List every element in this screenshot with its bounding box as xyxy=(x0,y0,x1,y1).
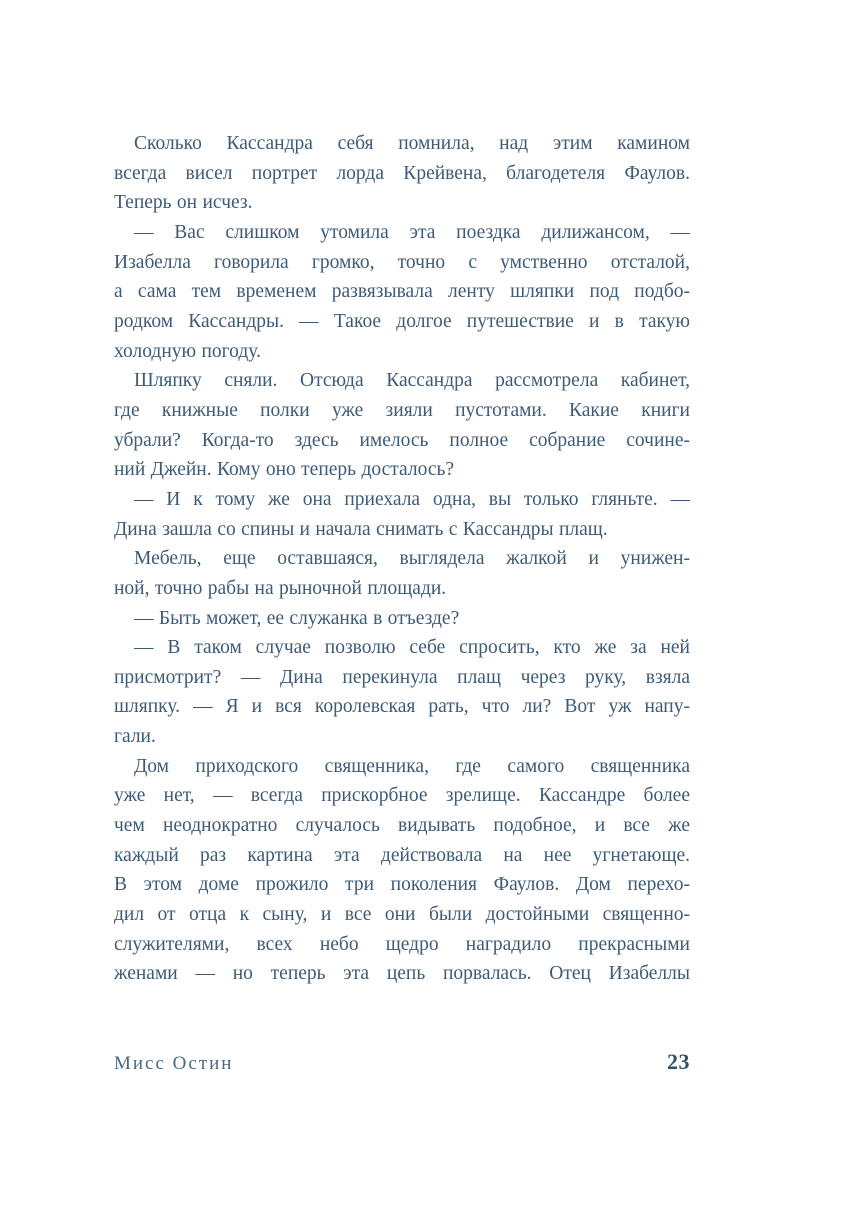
paragraph xyxy=(114,604,690,634)
text-line: уже нет, — всегда прискорбное зрелище. Кассандре более xyxy=(114,785,690,807)
paragraph xyxy=(114,633,690,752)
text-line: где книжные полки уже зияли пустотами. Какие книги xyxy=(114,399,690,421)
paragraph xyxy=(114,129,690,218)
text-line: Сколько Кассандра себя помнила, над этим камином xyxy=(134,133,690,154)
text-line: убрали? Когда-то здесь имелось полное собрание сочине- xyxy=(114,429,690,451)
paragraph xyxy=(114,218,690,366)
text-line: чем неоднократно случалось видывать подобное, и все же xyxy=(114,815,690,837)
text-line: родком Кассандры. — Такое долгое путешествие и в такую xyxy=(114,310,690,332)
text-line: Мебель, еще оставшаяся, выглядела жалкой и унижен- xyxy=(134,548,690,570)
text-line: Дина зашла со спины и начала снимать с Кассандры плащ. xyxy=(114,518,608,540)
text-line: — И к тому же она приехала одна, вы только гляньте. — xyxy=(134,488,690,510)
text-line: присмотрит? — Дина перекинула плащ через руку, взяла xyxy=(114,666,690,688)
text-line: служителями, всех небо щедро наградило прекрасными xyxy=(114,933,690,955)
text-line: Теперь он исчез. xyxy=(114,192,253,214)
paragraph xyxy=(114,752,690,989)
text-line: дил от отца к сыну, и все они были достойными священно- xyxy=(114,904,690,926)
text-line: каждый раз картина эта действовала на нее угнетающе. xyxy=(114,844,690,866)
text-line: — Быть может, ее служанка в отъезде? xyxy=(134,607,460,629)
text-line: Изабелла говорила громко, точно с умственно отсталой, xyxy=(114,251,690,273)
text-line: а сама тем временем развязывала ленту шляпки под подбо- xyxy=(114,281,690,303)
text-line: — Вас слишком утомила эта поездка дилижансом, — xyxy=(134,221,690,243)
paragraph xyxy=(114,544,690,603)
text-line: Дом приходского священника, где самого священника xyxy=(134,755,690,777)
running-title: Мисс Остин xyxy=(114,1053,234,1074)
paragraph xyxy=(114,366,690,485)
text-line: шляпку. — Я и вся королевская рать, что ли? Вот уж напу- xyxy=(114,696,690,718)
paragraph xyxy=(114,485,690,544)
text-line: В этом доме прожило три поколения Фаулов. Дом перехо- xyxy=(114,874,690,896)
text-line: гали. xyxy=(114,726,156,748)
text-line: холодную погоду. xyxy=(114,340,261,362)
text-line: женами — но теперь эта цепь порвалась. Отец Изабеллы xyxy=(114,963,690,985)
page-footer xyxy=(114,1049,690,1075)
text-line: Шляпку сняли. Отсюда Кассандра рассмотрела кабинет, xyxy=(134,370,690,392)
page-number: 23 xyxy=(667,1049,690,1074)
text-line: — В таком случае позволю себе спросить, кто же за ней xyxy=(134,637,690,659)
text-line: ной, точно рабы на рыночной площади. xyxy=(114,577,447,599)
body-text-block xyxy=(114,129,690,989)
text-line: всегда висел портрет лорда Крейвена, благодетеля Фаулов. xyxy=(114,162,690,184)
text-line: ний Джейн. Кому оно теперь досталось? xyxy=(114,459,455,481)
